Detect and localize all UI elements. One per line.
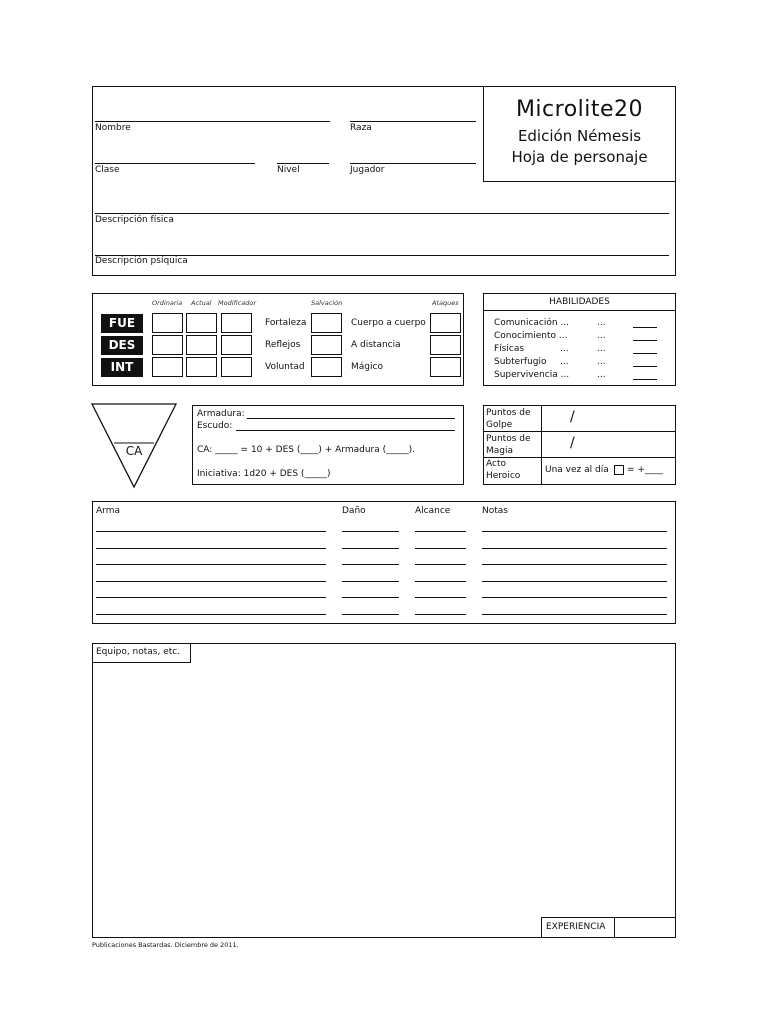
jugador-field[interactable]: [350, 163, 476, 164]
skills-title: HABILIDADES: [549, 297, 610, 307]
skill-dots: ...: [597, 344, 606, 354]
acto-heroico-suffix: = +____: [627, 465, 663, 475]
clase-label: Clase: [95, 165, 120, 175]
skill-fisicas-field[interactable]: [633, 353, 657, 354]
weapon-arma-field[interactable]: [96, 531, 326, 532]
skill-subterfugio: Subterfugio: [494, 357, 547, 367]
magico-cell[interactable]: [430, 357, 461, 377]
armadura-field[interactable]: [247, 418, 455, 419]
skill-dots: ...: [597, 331, 606, 341]
clase-field[interactable]: [95, 163, 255, 164]
int-modificador-cell[interactable]: [221, 357, 252, 377]
weapon-dano-field[interactable]: [342, 614, 399, 615]
skill-subterfugio-field[interactable]: [633, 366, 657, 367]
points-divider-h2: [483, 457, 676, 458]
weapon-dano-field[interactable]: [342, 548, 399, 549]
acto-heroico-checkbox[interactable]: [614, 465, 624, 475]
weapon-alcance-field[interactable]: [415, 531, 466, 532]
skill-supervivencia: Supervivencia ...: [494, 370, 570, 380]
weapon-arma-field[interactable]: [96, 548, 326, 549]
des-actual-cell[interactable]: [186, 335, 217, 355]
weapon-notas-field[interactable]: [482, 597, 667, 598]
save-reflejos-label: Reflejos: [265, 340, 301, 350]
skill-dots: ...: [597, 357, 606, 367]
fue-actual-cell[interactable]: [186, 313, 217, 333]
ca-formula: CA: _____ = 10 + DES (____) + Armadura (_____).: [197, 445, 415, 455]
sheet-edition: Edición Némesis: [517, 127, 642, 145]
nivel-label: Nivel: [277, 165, 300, 175]
points-divider-h1: [483, 431, 676, 432]
points-divider-v: [541, 405, 542, 485]
puntos-magia-label-1: Puntos de: [486, 434, 531, 444]
weapon-dano-field[interactable]: [342, 564, 399, 565]
col-actual: Actual: [191, 299, 212, 307]
save-voluntad-label: Voluntad: [265, 362, 305, 372]
col-ordinaria: Ordinaria: [152, 299, 183, 307]
escudo-field[interactable]: [236, 430, 455, 431]
fue-modificador-cell[interactable]: [221, 313, 252, 333]
raza-label: Raza: [350, 123, 372, 133]
nombre-label: Nombre: [95, 123, 131, 133]
attack-magico-label: Mágico: [351, 362, 383, 372]
acto-heroico-text: Una vez al día: [545, 465, 609, 475]
des-ordinaria-cell[interactable]: [152, 335, 183, 355]
int-ordinaria-cell[interactable]: [152, 357, 183, 377]
puntos-magia-label-2: Magia: [486, 446, 514, 456]
puntos-golpe-label-2: Golpe: [486, 420, 513, 430]
magia-slash[interactable]: /: [570, 435, 575, 451]
weapons-header-dano: Daño: [342, 506, 366, 516]
weapon-arma-field[interactable]: [96, 597, 326, 598]
attr-fue: FUE: [101, 314, 143, 333]
skill-dots: ...: [560, 357, 569, 367]
acto-heroico-label-2: Heroico: [486, 471, 521, 481]
attr-int: INT: [101, 358, 143, 377]
weapon-alcance-field[interactable]: [415, 581, 466, 582]
weapon-arma-field[interactable]: [96, 564, 326, 565]
escudo-label: Escudo:: [197, 421, 233, 431]
weapon-arma-field[interactable]: [96, 614, 326, 615]
acto-heroico-label-1: Acto: [486, 459, 506, 469]
ca-label: CA: [125, 444, 143, 458]
golpe-slash[interactable]: /: [570, 409, 575, 425]
weapon-notas-field[interactable]: [482, 614, 667, 615]
skill-supervivencia-field[interactable]: [633, 379, 657, 380]
attack-cuerpo-label: Cuerpo a cuerpo: [351, 318, 426, 328]
weapon-dano-field[interactable]: [342, 597, 399, 598]
weapons-box: [92, 501, 676, 624]
sheet-subtitle: Hoja de personaje: [511, 148, 648, 166]
iniciativa-formula: Iniciativa: 1d20 + DES (_____): [197, 469, 331, 479]
notes-title: Equipo, notas, etc.: [96, 647, 181, 657]
skill-comunicacion-field[interactable]: [633, 327, 657, 328]
jugador-label: Jugador: [350, 165, 385, 175]
skill-dots: ...: [597, 370, 606, 380]
skill-dots: ...: [560, 344, 569, 354]
skill-dots: ...: [597, 318, 606, 328]
desc-psiquica-label: Descripción psíquica: [95, 256, 188, 266]
col-ataques: Ataques: [432, 299, 459, 307]
skill-conocimiento-field[interactable]: [633, 340, 657, 341]
save-fortaleza-label: Fortaleza: [265, 318, 307, 328]
weapon-notas-field[interactable]: [482, 548, 667, 549]
armadura-label: Armadura:: [197, 409, 245, 419]
footer-credit: Publicaciones Bastardas. Diciembre de 2011.: [92, 941, 239, 949]
desc-fisica-label: Descripción física: [95, 215, 174, 225]
weapons-header-alcance: Alcance: [415, 506, 451, 516]
desc-fisica-field[interactable]: [95, 213, 669, 214]
puntos-golpe-label-1: Puntos de: [486, 408, 531, 418]
weapons-header-arma: Arma: [96, 506, 120, 516]
sheet-title: Microlite20: [515, 97, 644, 122]
weapon-notas-field[interactable]: [482, 531, 667, 532]
attack-distancia-label: A distancia: [351, 340, 401, 350]
fue-ordinaria-cell[interactable]: [152, 313, 183, 333]
weapon-alcance-field[interactable]: [415, 597, 466, 598]
weapon-arma-field[interactable]: [96, 581, 326, 582]
attr-des: DES: [101, 336, 143, 355]
raza-field[interactable]: [350, 121, 476, 122]
a-distancia-cell[interactable]: [430, 335, 461, 355]
weapon-alcance-field[interactable]: [415, 548, 466, 549]
des-modificador-cell[interactable]: [221, 335, 252, 355]
col-salvacion: Salvación: [311, 299, 343, 307]
weapon-dano-field[interactable]: [342, 531, 399, 532]
weapon-notas-field[interactable]: [482, 564, 667, 565]
skill-conocimiento: Conocimiento ...: [494, 331, 568, 341]
nivel-field[interactable]: [277, 163, 329, 164]
reflejos-cell[interactable]: [311, 335, 342, 355]
nombre-field[interactable]: [95, 121, 330, 122]
col-modificador: Modificador: [218, 299, 257, 307]
cuerpo-a-cuerpo-cell[interactable]: [430, 313, 461, 333]
weapon-alcance-field[interactable]: [415, 564, 466, 565]
skill-fisicas: Físicas: [494, 344, 525, 354]
voluntad-cell[interactable]: [311, 357, 342, 377]
skill-comunicacion: Comunicación ...: [494, 318, 570, 328]
int-actual-cell[interactable]: [186, 357, 217, 377]
notes-area[interactable]: [94, 665, 674, 915]
experiencia-label: EXPERIENCIA: [546, 922, 606, 932]
weapon-dano-field[interactable]: [342, 581, 399, 582]
weapon-alcance-field[interactable]: [415, 614, 466, 615]
weapons-header-notas: Notas: [482, 506, 508, 516]
experiencia-divider: [614, 917, 615, 938]
fortaleza-cell[interactable]: [311, 313, 342, 333]
weapon-notas-field[interactable]: [482, 581, 667, 582]
